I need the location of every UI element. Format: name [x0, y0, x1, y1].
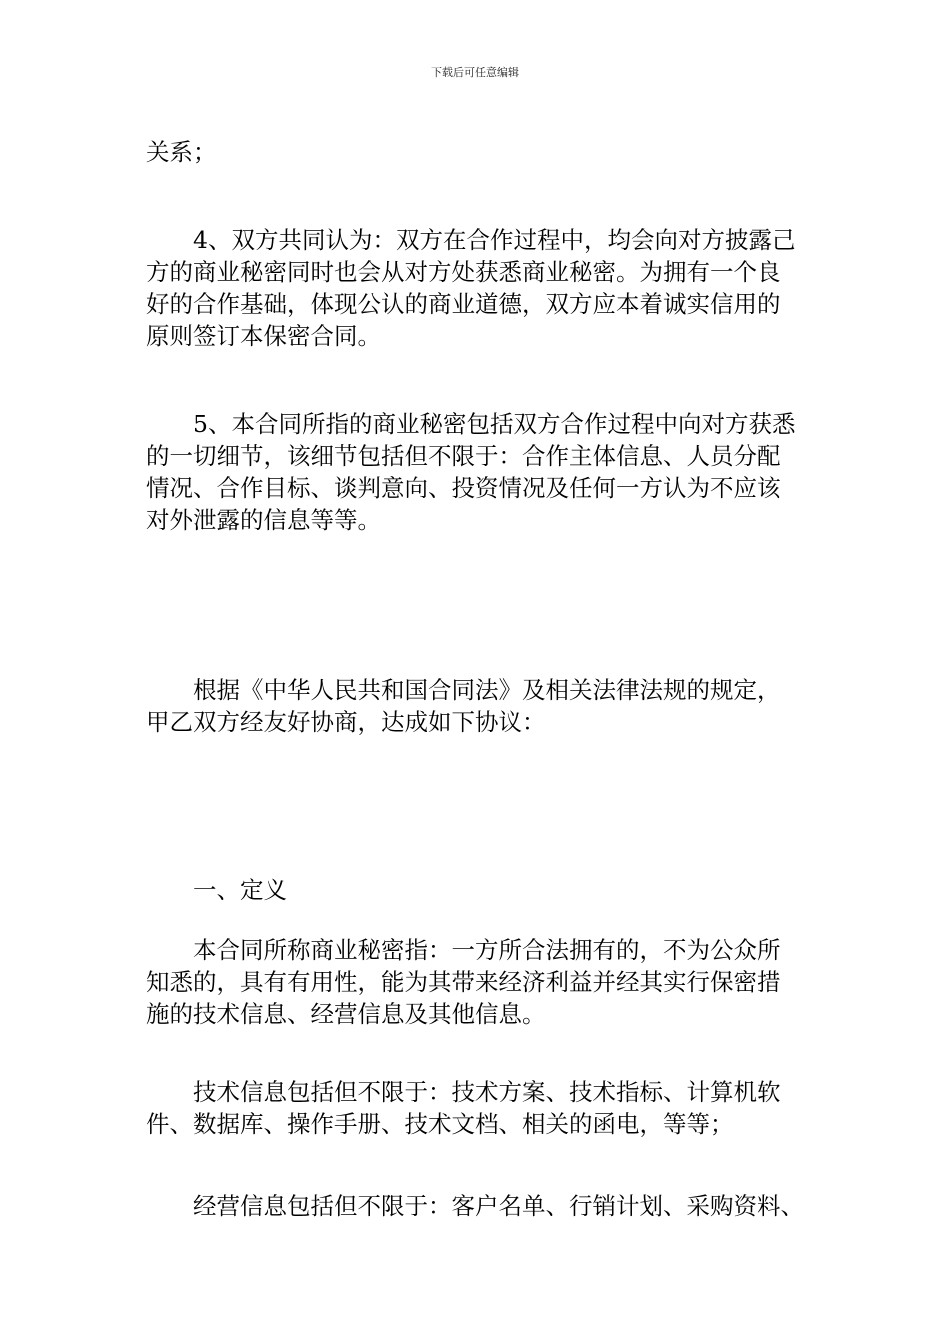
paragraph-business-info [146, 1190, 806, 1222]
text-line: 对外泄露的信息等等。 [146, 506, 381, 534]
paragraph-technical-info [146, 1076, 806, 1140]
text-line: 本合同所称商业秘密指：一方所合法拥有的，不为公众所 [193, 936, 781, 964]
text-line: 关系； [146, 138, 217, 166]
paragraph-item-5 [146, 408, 806, 536]
paragraph-trade-secret-definition [146, 934, 806, 1030]
page-header: 下载后可任意编辑 [431, 66, 519, 79]
text-line: 4、双方共同认为：双方在合作过程中，均会向对方披露己 [193, 226, 796, 254]
section-heading-definition [146, 874, 806, 906]
text-line: 好的合作基础，体现公认的商业道德，双方应本着诚实信用的 [146, 290, 781, 318]
text-line: 5、本合同所指的商业秘密包括双方合作过程中向对方获悉 [193, 410, 796, 438]
paragraph-item-4 [146, 224, 806, 352]
text-line: 根据《中华人民共和国合同法》及相关法律法规的规定， [193, 676, 781, 704]
text-line: 方的商业秘密同时也会从对方处获悉商业秘密。为拥有一个良 [146, 258, 781, 286]
text-line: 件、数据库、操作手册、技术文档、相关的函电，等等； [146, 1110, 734, 1138]
text-line: 施的技术信息、经营信息及其他信息。 [146, 1000, 546, 1028]
text-line: 情况、合作目标、谈判意向、投资情况及任何一方认为不应该 [146, 474, 781, 502]
paragraph-relation [146, 136, 806, 168]
text-line: 经营信息包括但不限于：客户名单、行销计划、采购资料、 [193, 1192, 804, 1220]
text-line: 知悉的，具有有用性，能为其带来经济利益并经其实行保密措 [146, 968, 781, 996]
text-line: 甲乙双方经友好协商，达成如下协议： [146, 708, 546, 736]
text-line: 的一切细节，该细节包括但不限于：合作主体信息、人员分配 [146, 442, 781, 470]
heading-line: 一、定义 [193, 876, 287, 904]
paragraph-legal-basis [146, 674, 806, 738]
text-line: 原则签订本保密合同。 [146, 322, 381, 350]
text-line: 技术信息包括但不限于：技术方案、技术指标、计算机软 [193, 1078, 781, 1106]
